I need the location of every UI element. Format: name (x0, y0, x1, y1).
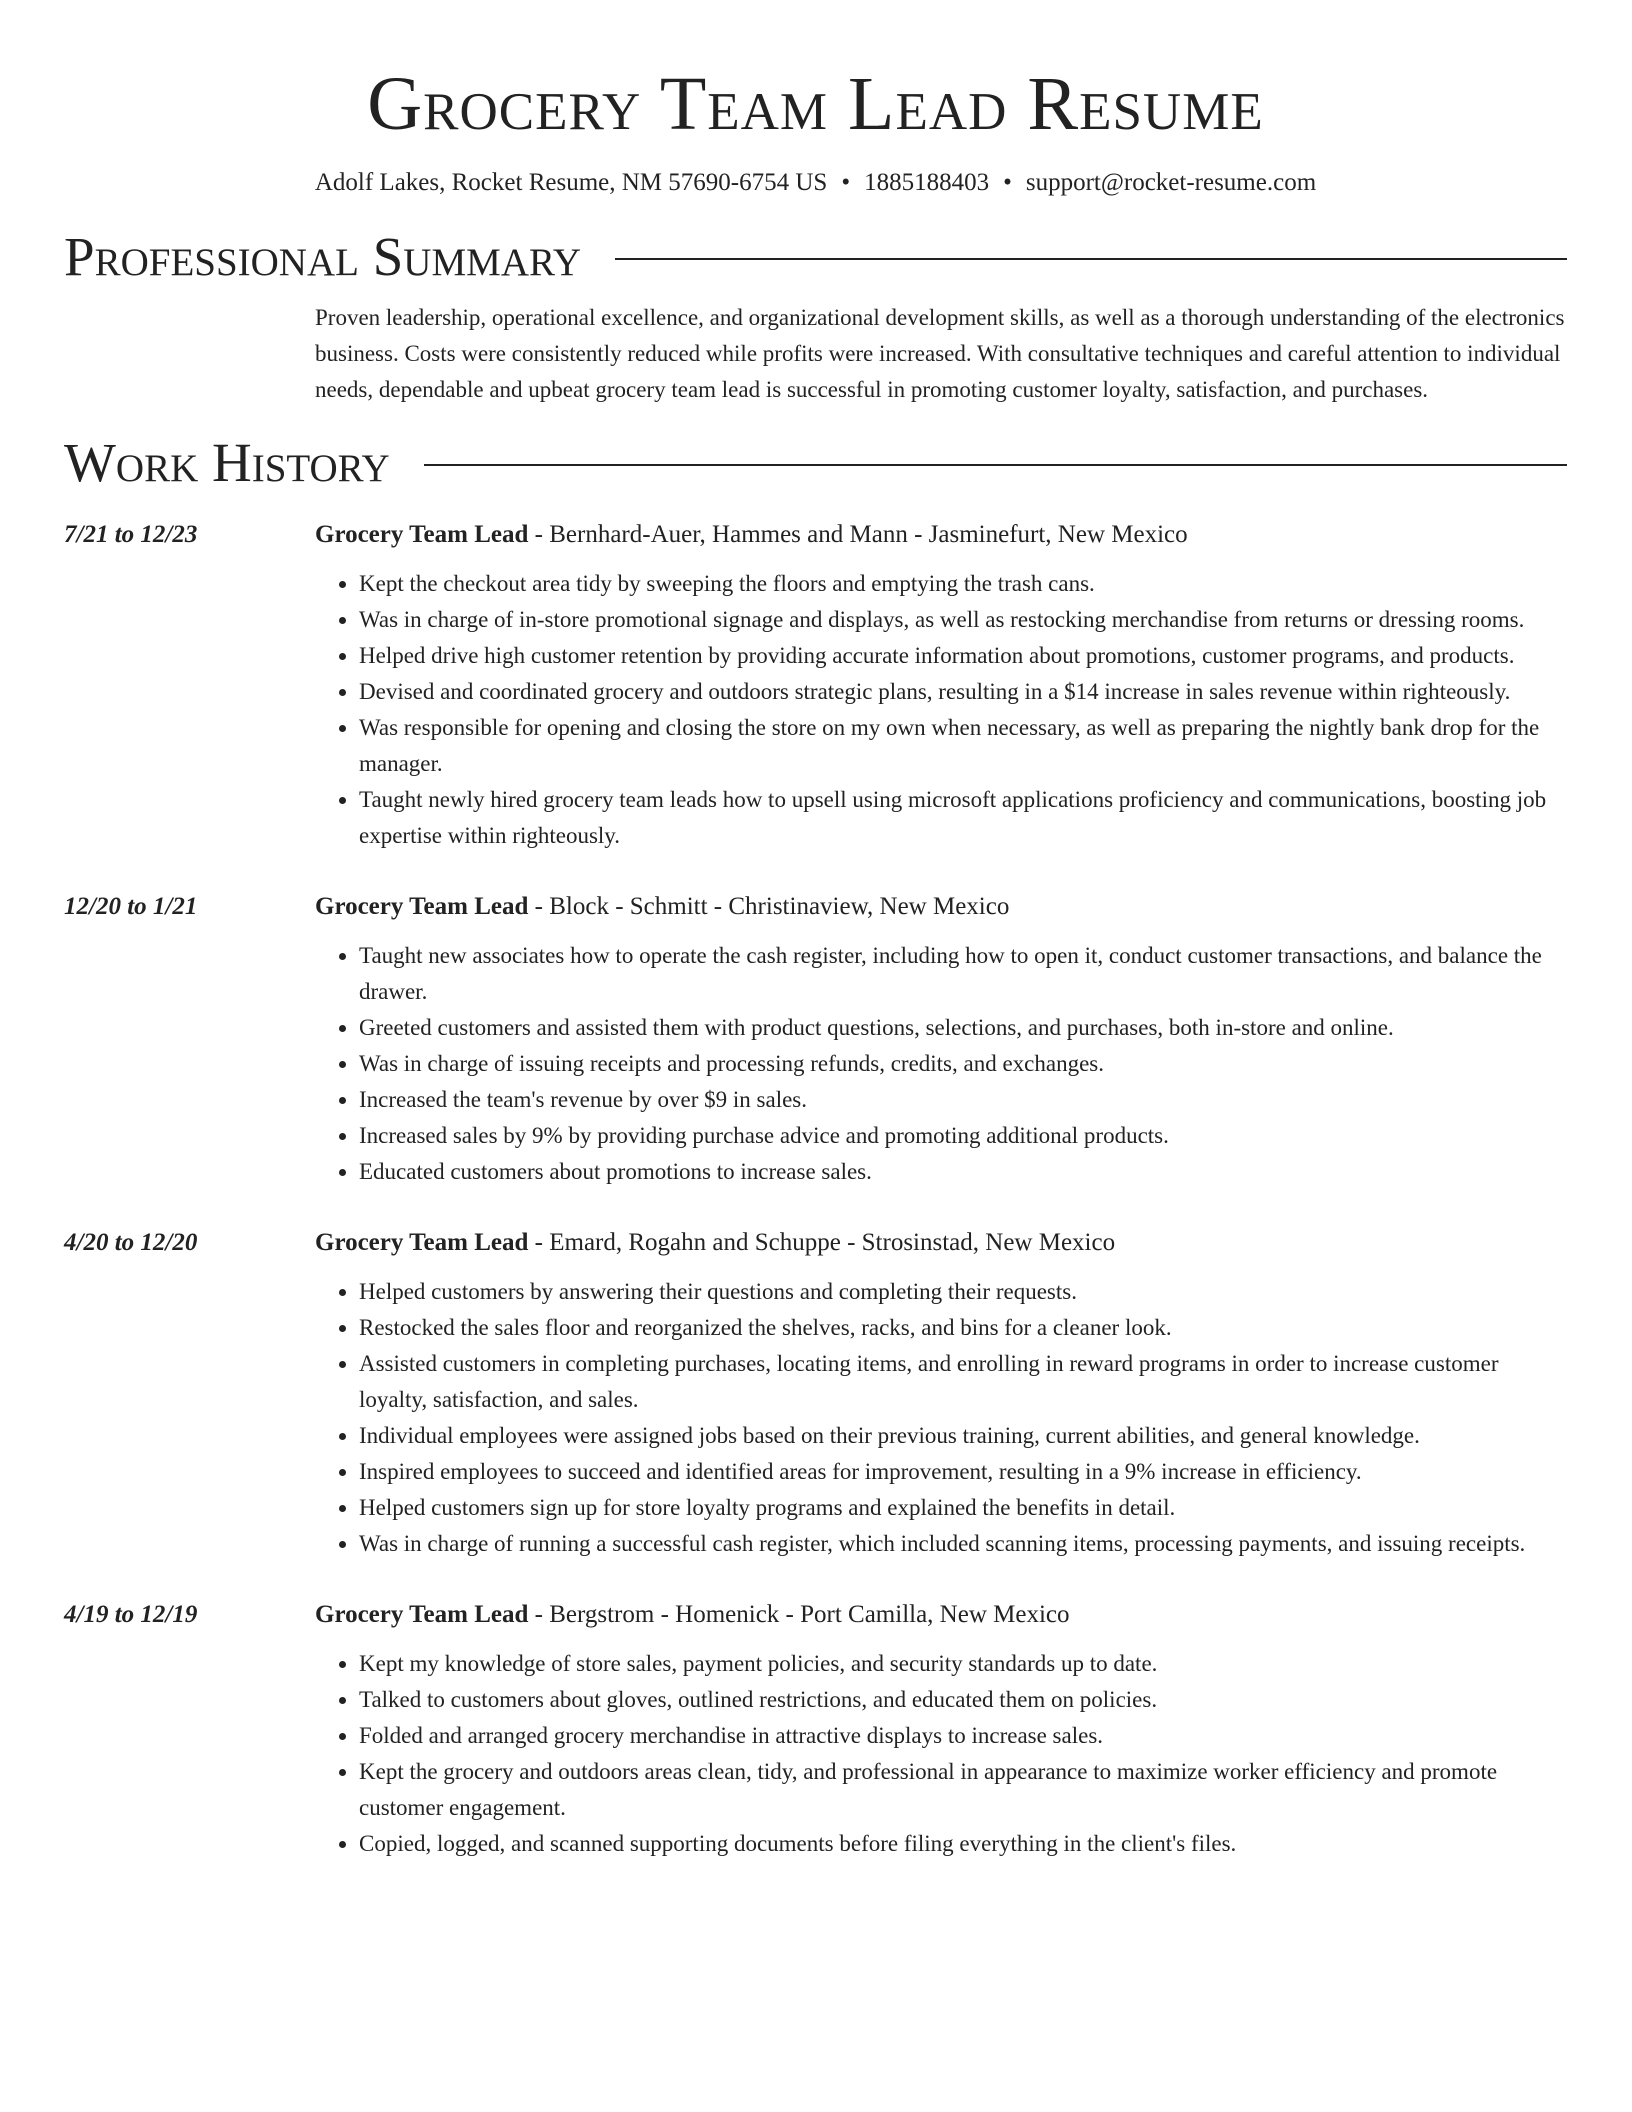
job-details: - Bernhard-Auer, Hammes and Mann - Jasminefurt, New Mexico (528, 521, 1188, 548)
job-bullet: • Copied, logged, and scanned supporting documents before filing everything in the client's files. (359, 1826, 1567, 1862)
job-bullets (315, 566, 1567, 854)
contact-separator: • (841, 169, 851, 196)
job-details: - Bergstrom - Homenick - Port Camilla, New Mexico (528, 1601, 1070, 1628)
job-title-line (315, 1596, 1567, 1634)
job-bullet: • Kept the grocery and outdoors areas clean, tidy, and professional in appearance to maximize worker efficiency and promote customer engagement. (359, 1754, 1567, 1826)
job-position: Grocery Team Lead (315, 1229, 529, 1256)
job-bullet: • Was in charge of in-store promotional signage and displays, as well as restocking merchandise from returns or dressing rooms. (359, 602, 1567, 638)
job-bullet: • Was in charge of issuing receipts and processing refunds, credits, and exchanges. (359, 1046, 1567, 1082)
job-dates: 4/20 to 12/20 (64, 1229, 198, 1256)
contact-email: support@rocket-resume.com (1025, 169, 1317, 196)
job-body (315, 1224, 1567, 1562)
job-body (315, 516, 1567, 854)
job-bullet: • Taught new associates how to operate the cash register, including how to open it, conduct customer transactions, and balance the drawer. (359, 938, 1567, 1010)
job-bullet: • Helped customers by answering their questions and completing their requests. (359, 1274, 1567, 1310)
job-bullet: • Was responsible for opening and closing the store on my own when necessary, as well as preparing the nightly bank drop for the manager. (359, 710, 1567, 782)
job-bullet: • Inspired employees to succeed and identified areas for improvement, resulting in a 9% increase in efficiency. (359, 1454, 1567, 1490)
job-bullet: • Was in charge of running a successful cash register, which included scanning items, processing payments, and issuing receipts. (359, 1526, 1567, 1562)
job-dates: 4/19 to 12/19 (64, 1601, 198, 1628)
job-bullet: • Helped drive high customer retention by providing accurate information about promotions, customer programs, and products. (359, 638, 1567, 674)
job-entry (64, 888, 1567, 1190)
job-bullet: • Helped customers sign up for store loyalty programs and explained the benefits in detail. (359, 1490, 1567, 1526)
job-bullets (315, 938, 1567, 1190)
job-entry (64, 516, 1567, 854)
summary-text: Proven leadership, operational excellence, and organizational development skills, as well as a thorough understanding of the electronics business. Costs were consistently reduced while profits were increased. With consultative techniques and careful attention to individual needs, dependable and upbeat grocery team lead is successful in promoting customer loyalty, satisfaction, and purchases. (315, 305, 1565, 402)
job-dates: 7/21 to 12/23 (64, 521, 198, 548)
job-body (315, 1596, 1567, 1862)
job-bullet: • Greeted customers and assisted them with product questions, selections, and purchases, both in-store and online. (359, 1010, 1567, 1046)
job-bullet: • Increased the team's revenue by over $9 in sales. (359, 1082, 1567, 1118)
work-heading: Work History (64, 432, 390, 493)
job-position: Grocery Team Lead (315, 893, 529, 920)
job-bullets (315, 1274, 1567, 1562)
section-divider (424, 464, 1567, 466)
job-bullet: • Taught newly hired grocery team leads how to upsell using microsoft applications proficiency and communications, boosting job expertise within righteously. (359, 782, 1567, 854)
job-position: Grocery Team Lead (315, 1601, 529, 1628)
contact-phone: 1885188403 (864, 169, 990, 196)
contact-separator: • (1003, 169, 1012, 196)
summary-section-header (64, 226, 1567, 288)
job-bullet: • Assisted customers in completing purchases, locating items, and enrolling in reward programs in order to increase customer loyalty, satisfaction, and sales. (359, 1346, 1567, 1418)
work-section-header (64, 432, 1567, 494)
job-bullet: • Restocked the sales floor and reorganized the shelves, racks, and bins for a cleaner look. (359, 1310, 1567, 1346)
job-entry (64, 1224, 1567, 1562)
resume-title: Grocery Team Lead Resume (367, 62, 1264, 146)
contact-address: Adolf Lakes, Rocket Resume, NM 57690-6754 US (314, 169, 828, 196)
job-title-line (315, 1224, 1567, 1262)
job-position: Grocery Team Lead (315, 521, 529, 548)
job-bullet: • Talked to customers about gloves, outlined restrictions, and educated them on policies. (359, 1682, 1567, 1718)
contact-line (64, 166, 1567, 200)
job-entry (64, 1596, 1567, 1862)
job-bullet: • Folded and arranged grocery merchandise in attractive displays to increase sales. (359, 1718, 1567, 1754)
job-bullet: • Kept the checkout area tidy by sweeping the floors and emptying the trash cans. (359, 566, 1567, 602)
job-details: - Emard, Rogahn and Schuppe - Strosinstad, New Mexico (528, 1229, 1116, 1256)
job-body (315, 888, 1567, 1190)
job-bullets (315, 1646, 1567, 1862)
job-dates: 12/20 to 1/21 (64, 893, 198, 920)
job-bullet: • Increased sales by 9% by providing purchase advice and promoting additional products. (359, 1118, 1567, 1154)
job-bullet: • Educated customers about promotions to increase sales. (359, 1154, 1567, 1190)
job-title-line (315, 888, 1567, 926)
summary-heading: Professional Summary (64, 226, 582, 287)
job-bullet: • Individual employees were assigned jobs based on their previous training, current abilities, and general knowledge. (359, 1418, 1567, 1454)
section-divider (615, 258, 1567, 260)
job-bullet: • Devised and coordinated grocery and outdoors strategic plans, resulting in a $14 increase in sales revenue within righteously. (359, 674, 1567, 710)
job-bullet: • Kept my knowledge of store sales, payment policies, and security standards up to date. (359, 1646, 1567, 1682)
job-details: - Block - Schmitt - Christinaview, New Mexico (528, 893, 1010, 920)
job-title-line (315, 516, 1567, 554)
job-list (64, 516, 1567, 1862)
